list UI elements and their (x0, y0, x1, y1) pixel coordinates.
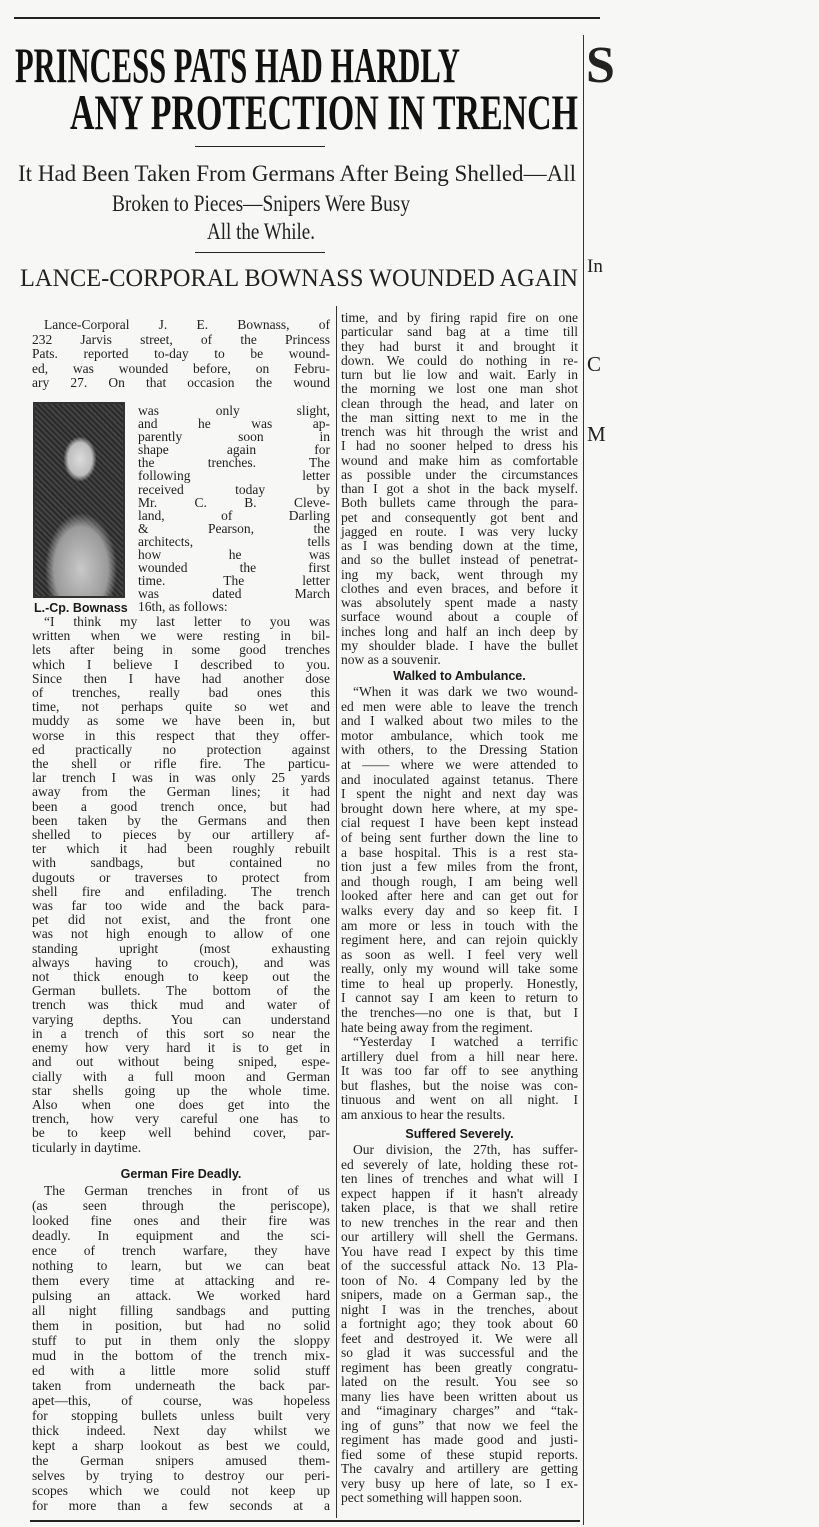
text-line: of being sent further down the line to (341, 829, 578, 845)
text-line: walks every day and so keep fit. I (341, 902, 578, 918)
text-line: Also when one does get into the (32, 1096, 330, 1112)
text-line: of the successful attack No. 13 Pla- (341, 1258, 578, 1273)
text-line: stuff to put in them only the sloppy (32, 1333, 330, 1348)
text-line: motor ambulance, which took me (341, 727, 578, 743)
text-line: I spent the night and next day was (341, 786, 578, 802)
text-line: and he was ap- (138, 416, 330, 432)
headline-text: ANY PROTECTION IN TRENCH (70, 84, 578, 140)
text-line: apet—this, of course, was hopeless (32, 1393, 330, 1408)
text-line: You have read I expect by this time (341, 1243, 578, 1259)
deck-text: Broken to Pieces—Snipers Were Busy (112, 191, 410, 216)
text-line: time. The letter (138, 573, 330, 589)
text-line: pet and consequently got bent and (341, 509, 578, 525)
text-line: wound and make him as comfortable (341, 452, 578, 468)
adjacent-column-fragment: C (587, 352, 602, 376)
text-line: “When it was dark we two wound- (353, 684, 578, 699)
text-line: shelled to pieces by our artillery af- (32, 827, 330, 843)
subhead (20, 266, 593, 292)
suffered-paragraph (341, 1143, 578, 1506)
text-line: looked fine ones and their fire was (32, 1213, 330, 1228)
text-line: ing my back, went through my (341, 566, 578, 582)
text-line: time to heal up properly. Honestly, (341, 975, 578, 991)
text-line: turn but lie low and wait. Early in (341, 367, 578, 382)
text-line: pet did not exist, and the front one (32, 912, 330, 928)
section-heading-german-fire: German Fire Deadly. (120, 1167, 242, 1181)
text-line: worse in this respect that they offer- (32, 727, 330, 743)
text-line: scopes which we could not keep up (32, 1483, 330, 1498)
text-line: “I think my last letter to you was (44, 614, 330, 629)
text-line: been a good trench once, but had (32, 798, 330, 814)
photo-caption: L.-Cp. Bownass (34, 601, 128, 615)
text-line: really, only my wound will take some (341, 961, 578, 977)
adjacent-column-fragment: In (587, 256, 603, 277)
column-divider (336, 306, 337, 1518)
text-line: to new trenches in the rear and then (341, 1214, 578, 1230)
text-line: I had no sooner helped to dress his (341, 438, 578, 454)
text-line: ence of trench warfare, they have (32, 1243, 330, 1258)
text-line: was not high enough to allow of one (32, 926, 330, 942)
text-line: been taken by the Germans and then (32, 812, 330, 828)
text-line: tinuous and went on all night. I (341, 1092, 578, 1108)
text-line: nothing to learn, but we can beat (32, 1258, 330, 1273)
text-line: taken from underneath the back par- (32, 1378, 330, 1393)
text-line: which I believe I described to you. (32, 656, 330, 672)
text-line: kept a sharp lookout as best we could, (32, 1438, 330, 1453)
text-line: a fortnight ago; they took about 60 (341, 1316, 578, 1331)
text-line: regiment has been greatly congratu- (341, 1359, 578, 1375)
text-line: and I walked about two miles to the (341, 713, 578, 729)
text-line: varying depths. You can understand (32, 1011, 330, 1027)
text-line: surface wound about a couple of (341, 609, 578, 625)
text-line: dugouts or traverses to protect from (32, 869, 330, 885)
intro-paragraph (32, 318, 330, 391)
continued-paragraph (341, 311, 578, 667)
text-line: looked after here and can get out for (341, 888, 578, 904)
text-line: ed with a little more solid stuff (32, 1363, 330, 1378)
text-line: tion just a few miles from the front, (341, 859, 578, 875)
text-line: they had burst it and brought it (341, 338, 578, 354)
text-line: was far too wide and the back para- (32, 898, 330, 914)
text-line: and though rough, I am being well (341, 873, 578, 889)
right-column-rule (583, 35, 584, 1525)
text-line: ten lines of trenches and what will I (341, 1171, 578, 1186)
text-line: 16th, as follows: (138, 599, 228, 615)
text-line: ed practically no protection against (32, 741, 330, 757)
text-line: ed, was wounded before, on Febru- (32, 360, 330, 376)
text-line: cially with a full moon and German (32, 1068, 330, 1084)
text-line: as soon as well. I feel very well (341, 946, 578, 962)
text-line: (as seen through the periscope), (32, 1198, 330, 1213)
text-line: land, of Darling (138, 507, 330, 523)
text-line: German bullets. The bottom of the (32, 983, 330, 999)
text-line: Mr. C. B. Cleve- (138, 494, 330, 510)
text-line: hate being away from the regiment. (341, 1019, 533, 1035)
text-line: them in position, but had no solid (32, 1318, 330, 1333)
text-line: and out without being sniped, espe- (32, 1054, 330, 1070)
letter-paragraph (32, 615, 330, 1155)
text-line: now as a souvenir. (341, 652, 441, 667)
text-line: following letter (138, 468, 330, 484)
text-line: enemy how very hard it is to get in (32, 1040, 330, 1056)
text-line: I cannot say I am keen to return to (341, 990, 578, 1006)
text-line: than I got a shot in the back myself. (341, 481, 578, 496)
text-line: but flashes, but the noise was con- (341, 1077, 578, 1093)
text-line: and inoculated against tetanus. There (341, 771, 578, 787)
text-line: not thick enough to keep out the (32, 969, 330, 985)
text-line: always having to crouch), and was (32, 954, 330, 970)
text-line: brought down here where, at my spe- (341, 800, 578, 816)
text-line: lets after being in some good trenches (32, 642, 330, 658)
text-line: was only slight, (138, 403, 330, 418)
text-line: deadly. In equipment and the sci- (32, 1228, 330, 1243)
section-heading-ambulance: Walked to Ambulance. (393, 669, 526, 683)
text-line: wounded the first (138, 560, 330, 576)
text-line: trench, how very careful one has to (32, 1111, 330, 1127)
text-line: ing of guns” that now we feel the (341, 1417, 578, 1433)
text-line: clean through the head, and later on (341, 395, 578, 411)
german-fire-paragraph (32, 1183, 330, 1513)
text-line: them every time at attacking and re- (32, 1273, 330, 1288)
text-line: for more than a few seconds at a (32, 1498, 330, 1513)
section-heading-suffered: Suffered Severely. (405, 1127, 514, 1141)
text-line: our artillery will shell the Germans. (341, 1229, 578, 1244)
ambulance-paragraph (341, 685, 578, 1035)
text-line: was absolutely spent made a nasty (341, 595, 578, 610)
text-line: cial request I have been kept instead (341, 815, 578, 831)
text-line: very busy up here of late, so I ex- (341, 1475, 578, 1491)
text-line: as I was bending down at the time, (341, 538, 578, 553)
text-line: The German trenches in front of us (44, 1183, 330, 1198)
text-line: the shell or rifle fire. The particu- (32, 756, 330, 772)
text-line: ticularly in daytime. (32, 1139, 142, 1155)
adjacent-column-fragment: S (586, 37, 615, 94)
portrait-photo (33, 402, 125, 598)
subhead-text: LANCE-CORPORAL BOWNASS WOUNDED AGAIN (20, 265, 578, 292)
text-line: Since then I have had another dose (32, 670, 330, 686)
text-line: lar trench I was in was only 25 yards (32, 770, 330, 786)
text-line: pect something will happen soon. (341, 1490, 523, 1505)
deck-line-1 (18, 161, 576, 187)
text-line: architects, tells (138, 533, 330, 549)
text-line: lated on the result. You see so (341, 1374, 578, 1389)
text-line: the trenches—no one is that, but I (341, 1005, 578, 1021)
headline-line-2 (70, 84, 819, 140)
text-line: down. We could do nothing in re- (341, 352, 578, 368)
text-line: jagged en route. I was very lucky (341, 523, 578, 539)
text-line: Both bullets came through the para- (341, 495, 578, 511)
intro-paragraph-continued (138, 404, 330, 614)
text-line: in a trench of this sort so near the (32, 1025, 330, 1041)
deck-text: All the While. (207, 219, 315, 244)
text-line: toon of No. 4 Company led by the (341, 1272, 578, 1288)
text-line: inches long and half an inch deep by (341, 623, 578, 639)
text-line: Lance-Corporal J. E. Bownass, of (44, 317, 330, 332)
text-line: star shells going up the whole time. (32, 1082, 330, 1098)
text-line: the German snipers amused them- (32, 1453, 330, 1468)
text-line: Pats. reported to-day to be wound- (32, 346, 330, 362)
text-line: am anxious to hear the results. (341, 1106, 506, 1122)
text-line: selves by trying to destroy our peri- (32, 1468, 330, 1483)
text-line: as possible under the circumstances (341, 466, 578, 482)
text-line: particular sand bag at a time till (341, 324, 578, 340)
text-line: of trenches, really bad ones this (32, 685, 330, 701)
text-line: standing upright (most exhausting (32, 940, 330, 956)
headline-text: PRINCESS PATS HAD HARDLY (15, 37, 460, 93)
text-line: ed men were able to leave the trench (341, 698, 578, 714)
text-line: thick indeed. Next day whilst we (32, 1423, 330, 1438)
deck-line-2 (112, 191, 466, 217)
text-line: and “imaginary charges” and “tak- (341, 1403, 578, 1418)
text-line: fied some of these stupid reports. (341, 1446, 578, 1462)
top-rule (14, 17, 600, 19)
text-line: ter which it had been roughly rebuilt (32, 841, 330, 857)
text-line: the man sitting next to me in the (341, 409, 578, 425)
text-line: at —— where we were attended to (341, 756, 578, 772)
text-line: my shoulder blade. I have the bullet (341, 637, 578, 653)
text-line: regiment here, and can rejoin quickly (341, 932, 578, 948)
text-line: “Yesterday I watched a terrific (353, 1034, 578, 1049)
text-line: regiment has made good and justi- (341, 1432, 578, 1447)
text-line: The cavalry and artillery are getting (341, 1461, 578, 1476)
deck-line-3 (207, 219, 338, 245)
headline-rule (195, 146, 325, 147)
text-line: ed severely of late, holding these rot- (341, 1156, 578, 1172)
text-line: taken place, is that we shall retire (341, 1200, 578, 1215)
text-line: written when we were resting in bil- (32, 628, 330, 644)
text-line: shell fire and enfilading. The trench (32, 883, 330, 899)
text-line: 232 Jarvis street, of the Princess (32, 331, 330, 347)
text-line: received today by (138, 481, 330, 497)
text-line: muddy as some we have been in, but (32, 713, 330, 729)
deck-text: It Had Been Taken From Germans After Being Shelled—All (18, 161, 576, 186)
text-line: many lies have been written about us (341, 1388, 578, 1404)
text-line: clothes and even braces, and before it (341, 580, 578, 596)
headline-line-1 (15, 37, 743, 93)
text-line: pulsing an attack. We worked hard (32, 1288, 330, 1303)
text-line: feet and destroyed it. We were all (341, 1330, 578, 1346)
text-line: am more or less in touch with the (341, 917, 578, 933)
text-line: Our division, the 27th, has suffer- (353, 1142, 578, 1157)
text-line: time, not perhaps quite so wet and (32, 699, 330, 715)
text-line: expect happen if it hasn't already (341, 1185, 578, 1201)
text-line: away from the German lines; it had (32, 784, 330, 800)
text-line: It was too far off to see anything (341, 1063, 578, 1079)
text-line: so glad it was successful and the (341, 1345, 578, 1360)
text-line: trench was hit through the wrist and (341, 424, 578, 439)
deck-rule (195, 252, 325, 253)
text-line: with sandbags, but contained no (32, 855, 330, 871)
text-line: & Pearson, the (138, 520, 330, 536)
text-line: parently soon in (138, 429, 330, 445)
text-line: artillery duel from a hill near here. (341, 1048, 578, 1064)
text-line: with others, to the Dressing Station (341, 742, 578, 758)
text-line: trench was thick mud and water of (32, 997, 330, 1013)
text-line: was dated March (138, 586, 330, 602)
text-line: ary 27. On that occasion the wound (32, 375, 330, 391)
bottom-rule (30, 1520, 580, 1522)
text-line: the morning we lost one man shot (341, 381, 578, 397)
yesterday-paragraph (341, 1035, 578, 1123)
text-line: night I was in the trenches, about (341, 1301, 578, 1317)
text-line: how he was (138, 547, 330, 563)
text-line: a base hospital. This is a rest sta- (341, 844, 578, 860)
text-line: time, and by firing rapid fire on one (341, 310, 578, 325)
text-line: snipers, made on a German sap., the (341, 1287, 578, 1302)
text-line: and so the bullet instead of penetrat- (341, 552, 578, 568)
text-line: shape again for (138, 442, 330, 458)
text-line: all night filling sandbags and putting (32, 1303, 330, 1318)
adjacent-column-fragment: M (587, 422, 606, 446)
text-line: mud in the bottom of the trench mix- (32, 1348, 330, 1363)
text-line: for stopping bullets unless built very (32, 1408, 330, 1423)
text-line: the trenches. The (138, 455, 330, 471)
text-line: be to keep well behind cover, par- (32, 1125, 330, 1141)
